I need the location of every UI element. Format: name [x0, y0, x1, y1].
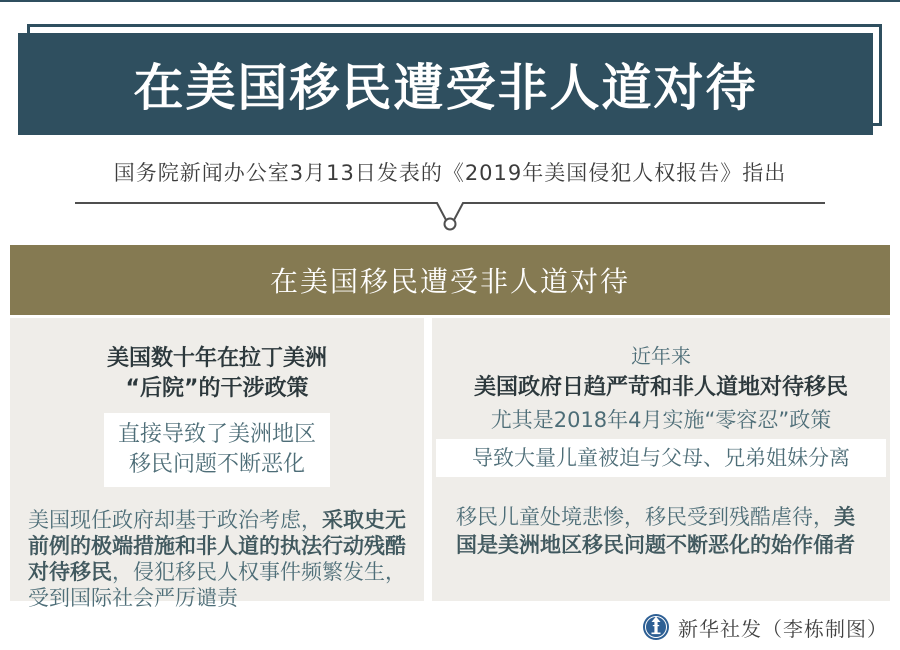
left-highlight-line2: 移民问题不断恶化	[128, 452, 305, 477]
right-highlight-box: 导致大量儿童被迫与父母、兄弟姐妹分离	[436, 439, 886, 477]
left-headline-line2: “后院”的干涉政策	[125, 376, 309, 401]
left-column	[10, 318, 424, 610]
right-line1: 近年来	[631, 344, 691, 368]
bracket-connector	[0, 190, 900, 235]
top-border-rule	[0, 0, 900, 2]
right-line3: 尤其是2018年4月实施“零容忍”政策	[490, 408, 832, 432]
right-paragraph	[456, 503, 870, 559]
page-title: 在美国移民遭受非人道对待	[133, 58, 758, 117]
left-paragraph	[28, 507, 406, 611]
left-paragraph-bold: 采取史无前例的极端措施和非人道的执法行动残酷对待移民	[28, 508, 406, 584]
right-paragraph-normal: 移民儿童处境悲惨，移民受到残酷虐待，	[456, 505, 834, 529]
right-line2: 美国政府日趋严苛和非人道地对待移民	[473, 375, 848, 400]
subtitle: 国务院新闻办公室3月13日发表的《2019年美国侵犯人权报告》指出	[113, 161, 787, 185]
footer-credit-row	[642, 611, 888, 643]
left-highlight-box	[104, 413, 330, 487]
credit-text: 新华社发（李栋制图）	[678, 616, 888, 641]
left-paragraph-normal2: ，侵犯移民人权事件频繁发生，受到国际社会严厉谴责	[28, 560, 406, 610]
section-banner	[10, 245, 890, 315]
left-headline-line1: 美国数十年在拉丁美洲	[106, 346, 327, 371]
xinhua-emblem-icon	[642, 613, 670, 641]
right-column	[432, 318, 890, 601]
right-paragraph-bold: 美国是美洲地区移民问题不断恶化的始作俑者	[456, 505, 855, 557]
left-headline	[10, 344, 424, 404]
section-title: 在美国移民遭受非人道对待	[269, 265, 630, 298]
left-highlight-line1: 直接导致了美洲地区	[117, 422, 316, 447]
title-banner	[18, 33, 873, 135]
left-paragraph-normal1: 美国现任政府却基于政治考虑，	[28, 508, 322, 532]
connector-dot-icon	[445, 219, 456, 230]
